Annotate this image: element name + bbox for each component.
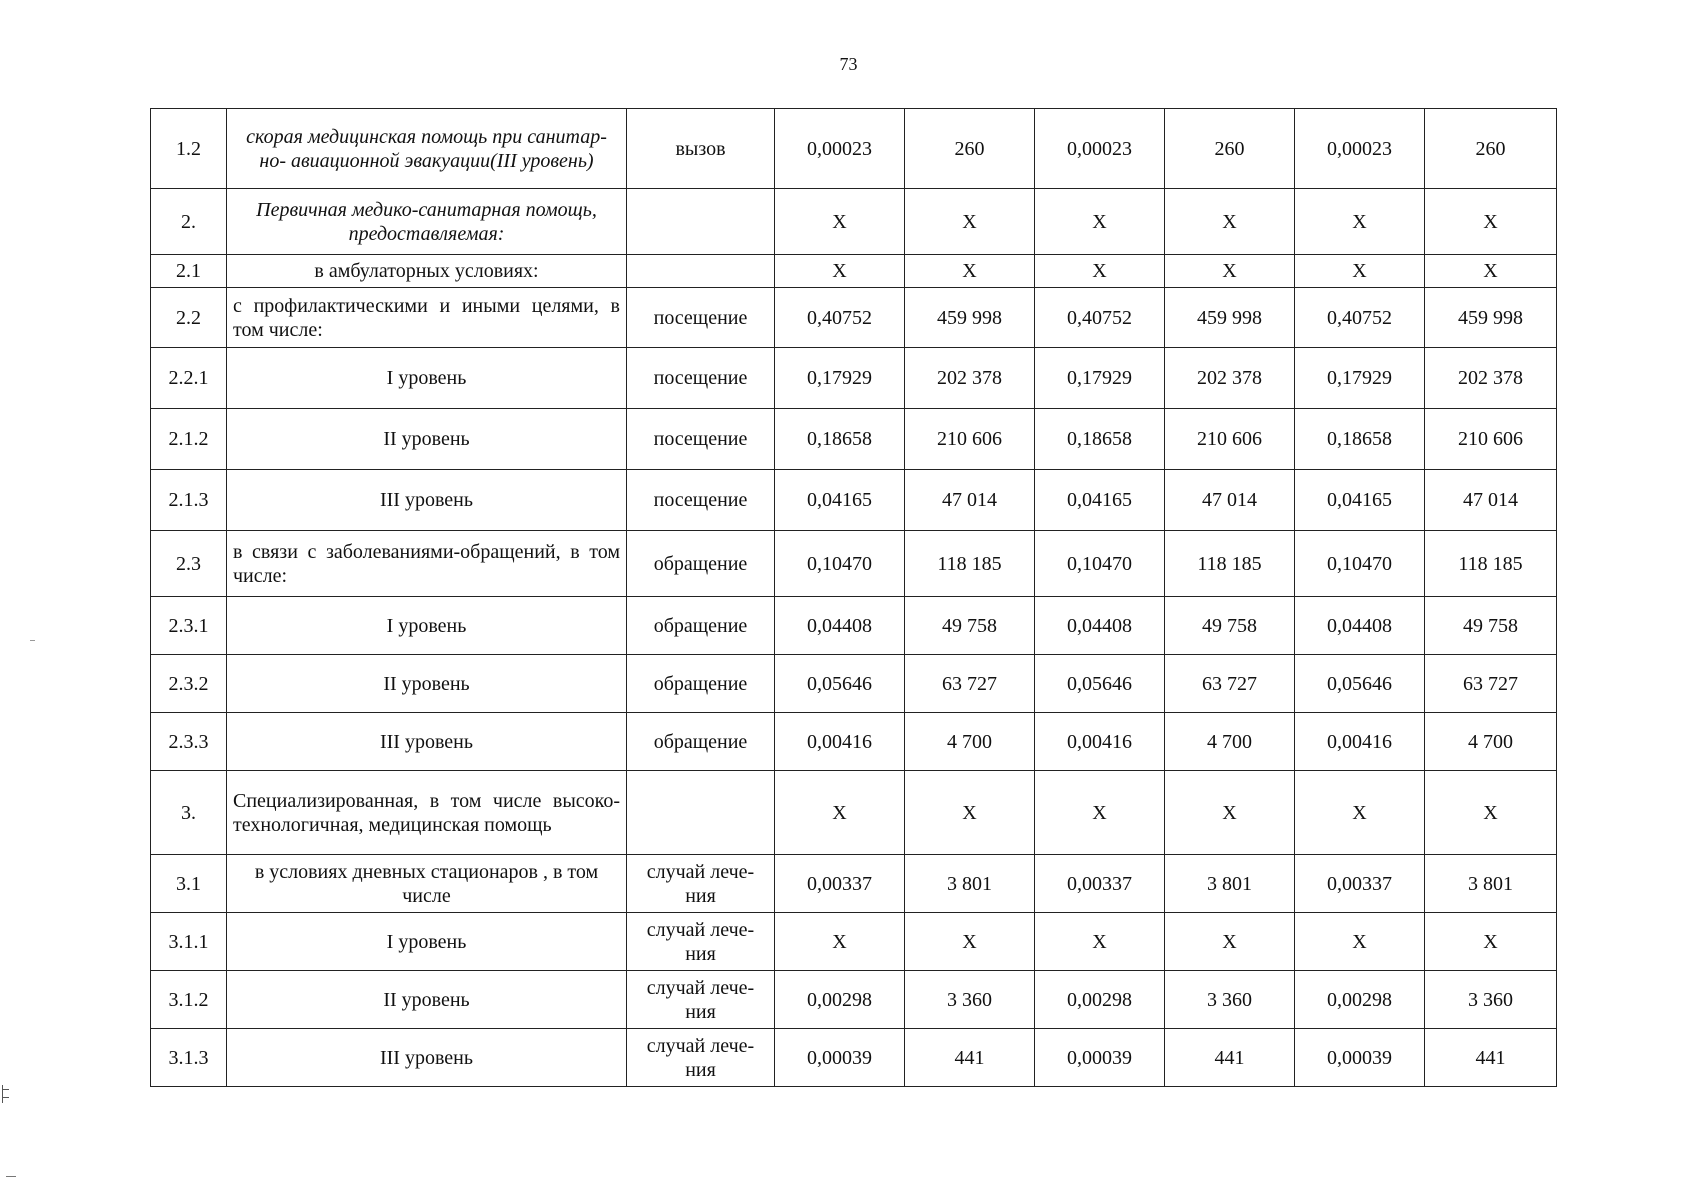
value-cell: Х <box>1425 771 1557 855</box>
unit-cell: случай лече-ния <box>627 971 775 1029</box>
row-name-cell: III уровень <box>227 1029 627 1087</box>
value-cell: Х <box>1165 189 1295 255</box>
value-cell: Х <box>1425 913 1557 971</box>
value-cell: 49 758 <box>1165 597 1295 655</box>
value-cell: Х <box>1295 771 1425 855</box>
value-cell: 118 185 <box>1165 531 1295 597</box>
value-cell: 202 378 <box>1165 348 1295 409</box>
value-cell: 0,04165 <box>775 470 905 531</box>
value-cell: 4 700 <box>1165 713 1295 771</box>
value-cell: Х <box>1295 913 1425 971</box>
value-cell: 210 606 <box>1165 409 1295 470</box>
row-number-cell: 3.1.2 <box>151 971 227 1029</box>
value-cell: 0,10470 <box>775 531 905 597</box>
table-row <box>151 288 1557 348</box>
value-cell: 0,00023 <box>1295 109 1425 189</box>
row-number-cell: 2.3.1 <box>151 597 227 655</box>
value-cell: Х <box>1035 189 1165 255</box>
row-name-cell: скорая медицинская помощь при санитар-но- авиационной эвакуации(III уровень) <box>227 109 627 189</box>
unit-cell: посещение <box>627 470 775 531</box>
value-cell: 459 998 <box>1425 288 1557 348</box>
table-row <box>151 189 1557 255</box>
table-row <box>151 255 1557 288</box>
volume-table <box>150 108 1557 1087</box>
unit-cell: посещение <box>627 348 775 409</box>
value-cell: 0,00039 <box>775 1029 905 1087</box>
page-number: 73 <box>839 54 858 74</box>
value-cell: Х <box>1035 771 1165 855</box>
value-cell: 0,00298 <box>1035 971 1165 1029</box>
value-cell: 210 606 <box>1425 409 1557 470</box>
value-cell: 3 801 <box>905 855 1035 913</box>
value-cell: 0,00039 <box>1035 1029 1165 1087</box>
value-cell: Х <box>1295 189 1425 255</box>
value-cell: 0,17929 <box>1295 348 1425 409</box>
row-number-cell: 2. <box>151 189 227 255</box>
value-cell: 0,04408 <box>1035 597 1165 655</box>
value-cell: 0,04408 <box>775 597 905 655</box>
unit-cell: обращение <box>627 531 775 597</box>
row-number-cell: 2.3.3 <box>151 713 227 771</box>
table-row <box>151 855 1557 913</box>
table-row <box>151 655 1557 713</box>
row-name-cell: I уровень <box>227 597 627 655</box>
value-cell: 0,10470 <box>1035 531 1165 597</box>
value-cell: 0,10470 <box>1295 531 1425 597</box>
row-number-cell: 2.2.1 <box>151 348 227 409</box>
value-cell: 0,17929 <box>775 348 905 409</box>
row-number-cell: 3.1.1 <box>151 913 227 971</box>
table-row <box>151 531 1557 597</box>
row-name-cell: III уровень <box>227 713 627 771</box>
row-name-cell: II уровень <box>227 409 627 470</box>
value-cell: 3 801 <box>1165 855 1295 913</box>
value-cell: 0,00416 <box>1035 713 1165 771</box>
value-cell: Х <box>905 255 1035 288</box>
row-number-cell: 2.1.3 <box>151 470 227 531</box>
row-number-cell: 2.2 <box>151 288 227 348</box>
value-cell: 3 360 <box>1165 971 1295 1029</box>
table-row <box>151 470 1557 531</box>
value-cell: 441 <box>1425 1029 1557 1087</box>
value-cell: Х <box>905 771 1035 855</box>
value-cell: 0,18658 <box>775 409 905 470</box>
unit-cell: случай лече-ния <box>627 1029 775 1087</box>
value-cell: 0,40752 <box>1035 288 1165 348</box>
value-cell: 210 606 <box>905 409 1035 470</box>
value-cell: Х <box>905 189 1035 255</box>
unit-cell: случай лече-ния <box>627 855 775 913</box>
unit-cell: обращение <box>627 597 775 655</box>
value-cell: Х <box>775 189 905 255</box>
value-cell: Х <box>1165 771 1295 855</box>
row-number-cell: 2.1 <box>151 255 227 288</box>
row-number-cell: 1.2 <box>151 109 227 189</box>
value-cell: 49 758 <box>905 597 1035 655</box>
value-cell: 0,18658 <box>1035 409 1165 470</box>
row-name-cell: Первичная медико-санитарная помощь, предоставляемая: <box>227 189 627 255</box>
value-cell: 441 <box>1165 1029 1295 1087</box>
value-cell: 0,00298 <box>775 971 905 1029</box>
row-name-cell: II уровень <box>227 971 627 1029</box>
row-name-cell: в амбулаторных условиях: <box>227 255 627 288</box>
table-body <box>151 109 1557 1087</box>
row-name-cell: II уровень <box>227 655 627 713</box>
table-row <box>151 771 1557 855</box>
value-cell: Х <box>905 913 1035 971</box>
row-name-cell: в условиях дневных стационаров , в том числе <box>227 855 627 913</box>
row-number-cell: 3.1 <box>151 855 227 913</box>
value-cell: 63 727 <box>905 655 1035 713</box>
table-row <box>151 971 1557 1029</box>
value-cell: 47 014 <box>1165 470 1295 531</box>
table-row <box>151 409 1557 470</box>
value-cell: Х <box>1165 913 1295 971</box>
value-cell: 260 <box>1165 109 1295 189</box>
value-cell: 3 360 <box>1425 971 1557 1029</box>
table-row <box>151 597 1557 655</box>
unit-cell <box>627 771 775 855</box>
row-name-cell: III уровень <box>227 470 627 531</box>
unit-cell <box>627 255 775 288</box>
table-container <box>150 108 1556 1087</box>
value-cell: 202 378 <box>1425 348 1557 409</box>
value-cell: Х <box>1425 189 1557 255</box>
unit-cell: посещение <box>627 288 775 348</box>
table-row <box>151 109 1557 189</box>
value-cell: 0,00298 <box>1295 971 1425 1029</box>
unit-cell: посещение <box>627 409 775 470</box>
value-cell: 0,00023 <box>1035 109 1165 189</box>
value-cell: Х <box>1295 255 1425 288</box>
table-row <box>151 913 1557 971</box>
value-cell: 3 801 <box>1425 855 1557 913</box>
value-cell: 118 185 <box>905 531 1035 597</box>
value-cell: 0,00337 <box>1295 855 1425 913</box>
value-cell: 202 378 <box>905 348 1035 409</box>
value-cell: Х <box>775 255 905 288</box>
value-cell: 4 700 <box>905 713 1035 771</box>
value-cell: 0,40752 <box>1295 288 1425 348</box>
table-row <box>151 713 1557 771</box>
value-cell: 0,04165 <box>1295 470 1425 531</box>
value-cell: 0,05646 <box>775 655 905 713</box>
value-cell: 0,00337 <box>775 855 905 913</box>
value-cell: 0,04408 <box>1295 597 1425 655</box>
value-cell: Х <box>775 771 905 855</box>
scan-artifact <box>6 1176 16 1177</box>
row-number-cell: 2.3 <box>151 531 227 597</box>
value-cell: 0,40752 <box>775 288 905 348</box>
value-cell: 459 998 <box>1165 288 1295 348</box>
row-number-cell: 3. <box>151 771 227 855</box>
value-cell: 0,04165 <box>1035 470 1165 531</box>
value-cell: 0,00023 <box>775 109 905 189</box>
unit-cell: обращение <box>627 655 775 713</box>
scan-artifact <box>2 1085 11 1103</box>
row-name-cell: Специализированная, в том числе высоко-технологичная, медицинская помощь <box>227 771 627 855</box>
value-cell: 0,17929 <box>1035 348 1165 409</box>
value-cell: 260 <box>1425 109 1557 189</box>
value-cell: 0,05646 <box>1295 655 1425 713</box>
unit-cell <box>627 189 775 255</box>
row-number-cell: 3.1.3 <box>151 1029 227 1087</box>
value-cell: 47 014 <box>1425 470 1557 531</box>
row-number-cell: 2.3.2 <box>151 655 227 713</box>
row-name-cell: I уровень <box>227 348 627 409</box>
row-number-cell: 2.1.2 <box>151 409 227 470</box>
value-cell: 63 727 <box>1425 655 1557 713</box>
value-cell: Х <box>775 913 905 971</box>
value-cell: 0,00039 <box>1295 1029 1425 1087</box>
value-cell: 0,05646 <box>1035 655 1165 713</box>
value-cell: 0,00416 <box>775 713 905 771</box>
scan-artifact <box>30 640 35 641</box>
table-row <box>151 1029 1557 1087</box>
value-cell: 441 <box>905 1029 1035 1087</box>
value-cell: 0,18658 <box>1295 409 1425 470</box>
value-cell: 0,00416 <box>1295 713 1425 771</box>
value-cell: Х <box>1425 255 1557 288</box>
value-cell: 49 758 <box>1425 597 1557 655</box>
value-cell: 260 <box>905 109 1035 189</box>
value-cell: Х <box>1165 255 1295 288</box>
value-cell: 0,00337 <box>1035 855 1165 913</box>
value-cell: 47 014 <box>905 470 1035 531</box>
value-cell: Х <box>1035 255 1165 288</box>
value-cell: 118 185 <box>1425 531 1557 597</box>
row-name-cell: с профилактическими и иными целями, в том числе: <box>227 288 627 348</box>
value-cell: Х <box>1035 913 1165 971</box>
value-cell: 459 998 <box>905 288 1035 348</box>
unit-cell: случай лече-ния <box>627 913 775 971</box>
unit-cell: обращение <box>627 713 775 771</box>
table-row <box>151 348 1557 409</box>
unit-cell: вызов <box>627 109 775 189</box>
row-name-cell: I уровень <box>227 913 627 971</box>
value-cell: 4 700 <box>1425 713 1557 771</box>
value-cell: 63 727 <box>1165 655 1295 713</box>
value-cell: 3 360 <box>905 971 1035 1029</box>
row-name-cell: в связи с заболеваниями-обращений, в том числе: <box>227 531 627 597</box>
